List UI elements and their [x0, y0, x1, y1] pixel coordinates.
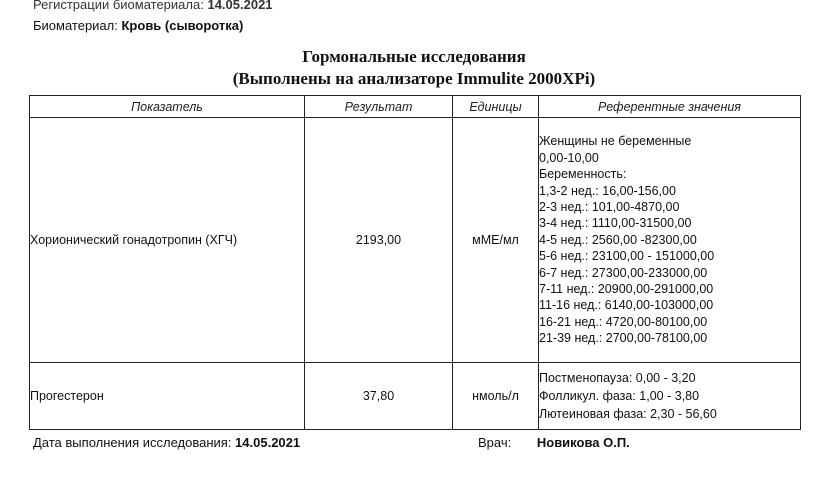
reference-line: 7-11 нед.: 20900,00-291000,00	[539, 282, 714, 297]
reference-values	[539, 363, 801, 430]
completion-date-label: Дата выполнения исследования:	[33, 435, 232, 450]
completion-date-line	[33, 435, 300, 451]
table-header-row	[30, 96, 801, 118]
column-header-units: Единицы	[453, 96, 539, 118]
reference-line: 16-21 нед.: 4720,00-80100,00	[539, 314, 708, 329]
reference-line: 2-3 нед.: 101,00-4870,00	[539, 199, 680, 214]
completion-date-value: 14.05.2021	[235, 435, 301, 450]
reference-line: Беременность:	[539, 167, 627, 182]
doctor-name: Новикова О.П.	[536, 435, 630, 450]
reference-line: 6-7 нед.: 27300,00-233000,00	[539, 265, 708, 280]
report-subtitle: (Выполнены на анализаторе Immulite 2000XPi)	[232, 69, 596, 88]
reference-line: 0,00-10,00	[539, 150, 599, 165]
reference-line: 5-6 нед.: 23100,00 - 151000,00	[539, 249, 715, 264]
table-row-hcg	[30, 118, 801, 363]
table-row-progesterone	[30, 363, 801, 430]
results-table	[29, 95, 801, 430]
reference-line: 3-4 нед.: 1110,00-31500,00	[539, 216, 692, 231]
biomaterial-label: Биоматериал:	[33, 18, 118, 33]
registration-label: Регистрации биоматериала:	[33, 0, 204, 12]
reference-line: 11-16 нед.: 6140,00-103000,00	[539, 298, 714, 313]
biomaterial-line	[33, 18, 243, 34]
result-value: 37,80	[305, 363, 453, 430]
doctor-label: Врач:	[478, 435, 512, 450]
column-header-result: Результат	[305, 96, 453, 118]
reference-line: 1,3-2 нед.: 16,00-156,00	[539, 183, 676, 198]
doctor-line	[478, 435, 630, 451]
column-header-indicator: Показатель	[30, 96, 305, 118]
reference-line: Женщины не беременные	[539, 134, 692, 149]
indicator-name: Хорионический гонадотропин (ХГЧ)	[30, 118, 305, 363]
biomaterial-value: Кровь (сыворотка)	[121, 18, 244, 33]
report-title: Гормональные исследования	[302, 47, 526, 66]
units-value: нмоль/л	[453, 363, 539, 430]
indicator-name: Прогестерон	[30, 363, 305, 430]
reference-line: 21-39 нед.: 2700,00-78100,00	[539, 331, 708, 346]
reference-line: Постменопауза: 0,00 - 3,20	[539, 371, 696, 385]
reference-line: Фолликул. фаза: 1,00 - 3,80	[539, 389, 700, 403]
reference-line: Лютеиновая фаза: 2,30 - 56,60	[539, 407, 717, 421]
result-value: 2193,00	[305, 118, 453, 363]
reference-line: 4-5 нед.: 2560,00 -82300,00	[539, 232, 697, 247]
registration-date: 14.05.2021	[207, 0, 273, 12]
registration-line	[33, 0, 273, 13]
units-value: мМЕ/мл	[453, 118, 539, 363]
reference-values	[539, 118, 801, 363]
column-header-reference: Референтные значения	[539, 96, 801, 118]
